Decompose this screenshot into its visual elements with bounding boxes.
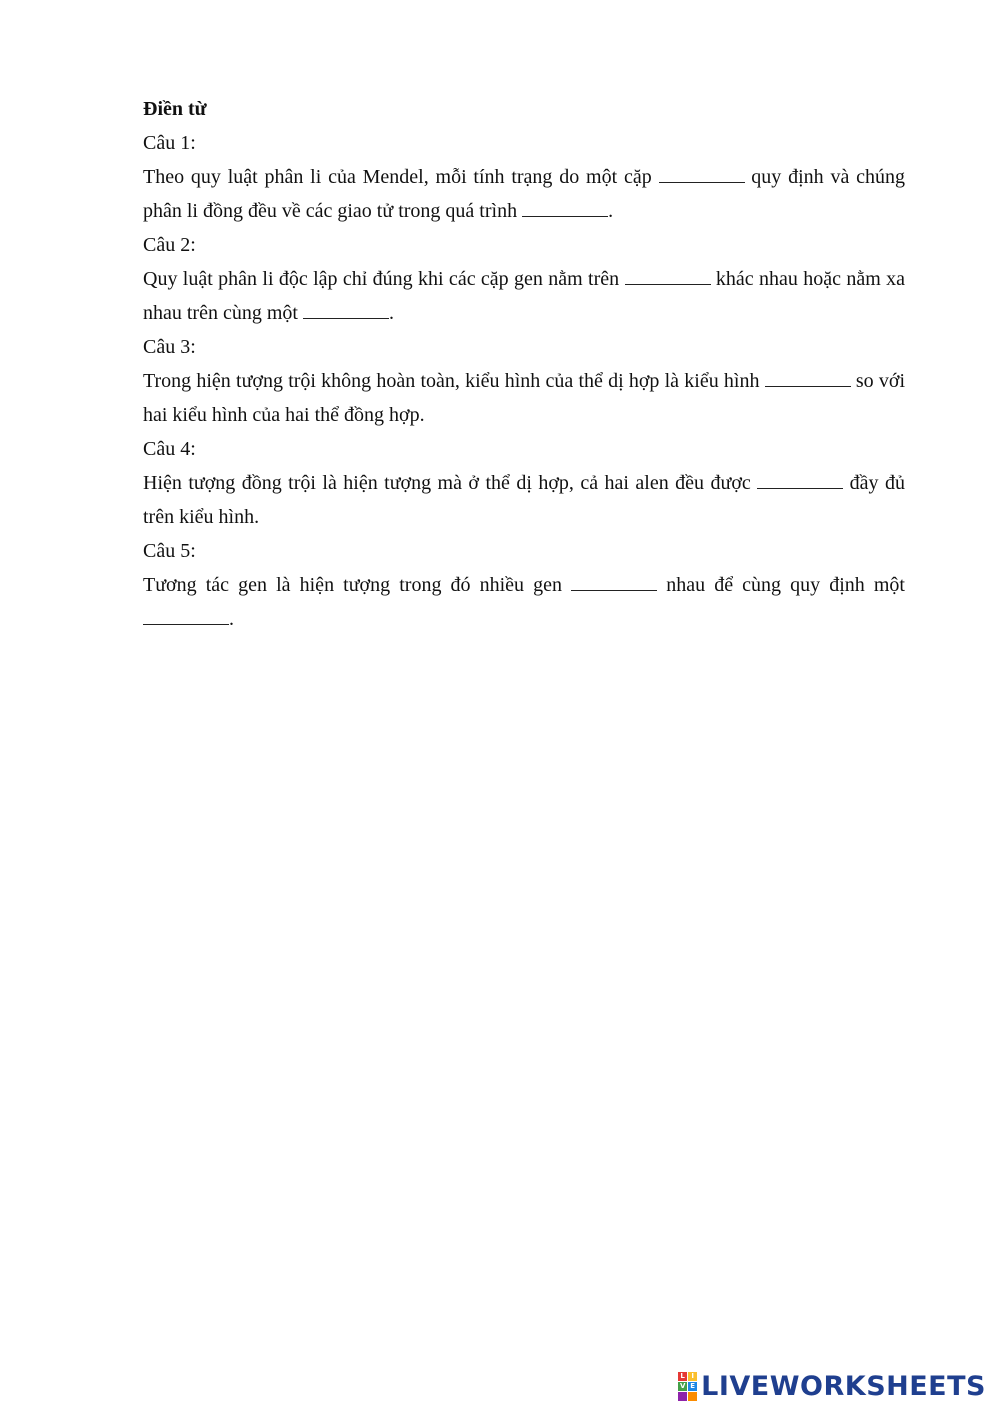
logo-mark-cell: E bbox=[688, 1382, 697, 1391]
question-block bbox=[143, 228, 905, 330]
question-text-segment: Hiện tượng đồng trội là hiện tượng mà ở thể dị hợp, cả hai alen đều được bbox=[143, 472, 758, 494]
question-block bbox=[143, 534, 905, 636]
liveworksheets-logo-icon bbox=[678, 1372, 697, 1401]
question-text-segment: đầy đủ trên kiểu hình. bbox=[143, 472, 905, 528]
logo-text: LIVEWORKSHEETS bbox=[701, 1370, 986, 1402]
question-text-segment: . bbox=[608, 200, 614, 222]
question-label: Câu 2: bbox=[143, 234, 196, 256]
question-block bbox=[143, 330, 905, 432]
logo-mark-cell bbox=[678, 1392, 687, 1401]
answer-blank[interactable] bbox=[522, 196, 608, 217]
liveworksheets-logo bbox=[678, 1368, 986, 1404]
question-text-segment: Trong hiện tượng trội không hoàn toàn, kiểu hình của thể dị hợp là kiểu hình bbox=[143, 370, 765, 392]
question-label: Câu 5: bbox=[143, 540, 196, 562]
question-block bbox=[143, 126, 905, 228]
question-label: Câu 1: bbox=[143, 132, 196, 154]
answer-blank[interactable] bbox=[143, 604, 229, 625]
logo-mark-cell: I bbox=[688, 1372, 697, 1381]
question-block bbox=[143, 432, 905, 534]
question-text-segment: nhau để cùng quy định một bbox=[657, 574, 905, 596]
question-list bbox=[143, 126, 905, 636]
answer-blank[interactable] bbox=[625, 264, 711, 285]
answer-blank[interactable] bbox=[659, 162, 745, 183]
question-text-segment: . bbox=[229, 608, 234, 630]
answer-blank[interactable] bbox=[571, 570, 657, 591]
answer-blank[interactable] bbox=[303, 298, 389, 319]
question-text-segment: so với hai kiểu hình của hai thể đồng hợp. bbox=[143, 370, 905, 426]
answer-blank[interactable] bbox=[765, 366, 851, 387]
question-text-segment: Quy luật phân li độc lập chỉ đúng khi các cặp gen nằm trên bbox=[143, 268, 625, 290]
question-label: Câu 4: bbox=[143, 438, 196, 460]
question-text bbox=[143, 262, 905, 330]
answer-blank[interactable] bbox=[757, 468, 843, 489]
question-text-segment: . bbox=[388, 302, 394, 324]
question-text bbox=[143, 466, 905, 534]
logo-mark-cell bbox=[688, 1392, 697, 1401]
logo-mark-cell: L bbox=[678, 1372, 687, 1381]
question-text-segment: khác nhau hoặc nằm xa nhau trên cùng một bbox=[143, 268, 905, 324]
question-text-segment: Theo quy luật phân li của Mendel, mỗi tính trạng do một cặp bbox=[143, 166, 659, 188]
question-label: Câu 3: bbox=[143, 336, 196, 358]
worksheet-content bbox=[143, 92, 905, 636]
question-text bbox=[143, 160, 905, 228]
logo-mark-cell: V bbox=[679, 1381, 686, 1390]
question-text-segment: quy định và chúng phân li đồng đều về các giao tử trong quá trình bbox=[143, 166, 906, 222]
worksheet-heading: Điền từ bbox=[143, 98, 207, 120]
question-text-segment: Tương tác gen là hiện tượng trong đó nhiều gen bbox=[143, 574, 572, 596]
question-text bbox=[143, 364, 905, 432]
question-text bbox=[143, 568, 905, 636]
